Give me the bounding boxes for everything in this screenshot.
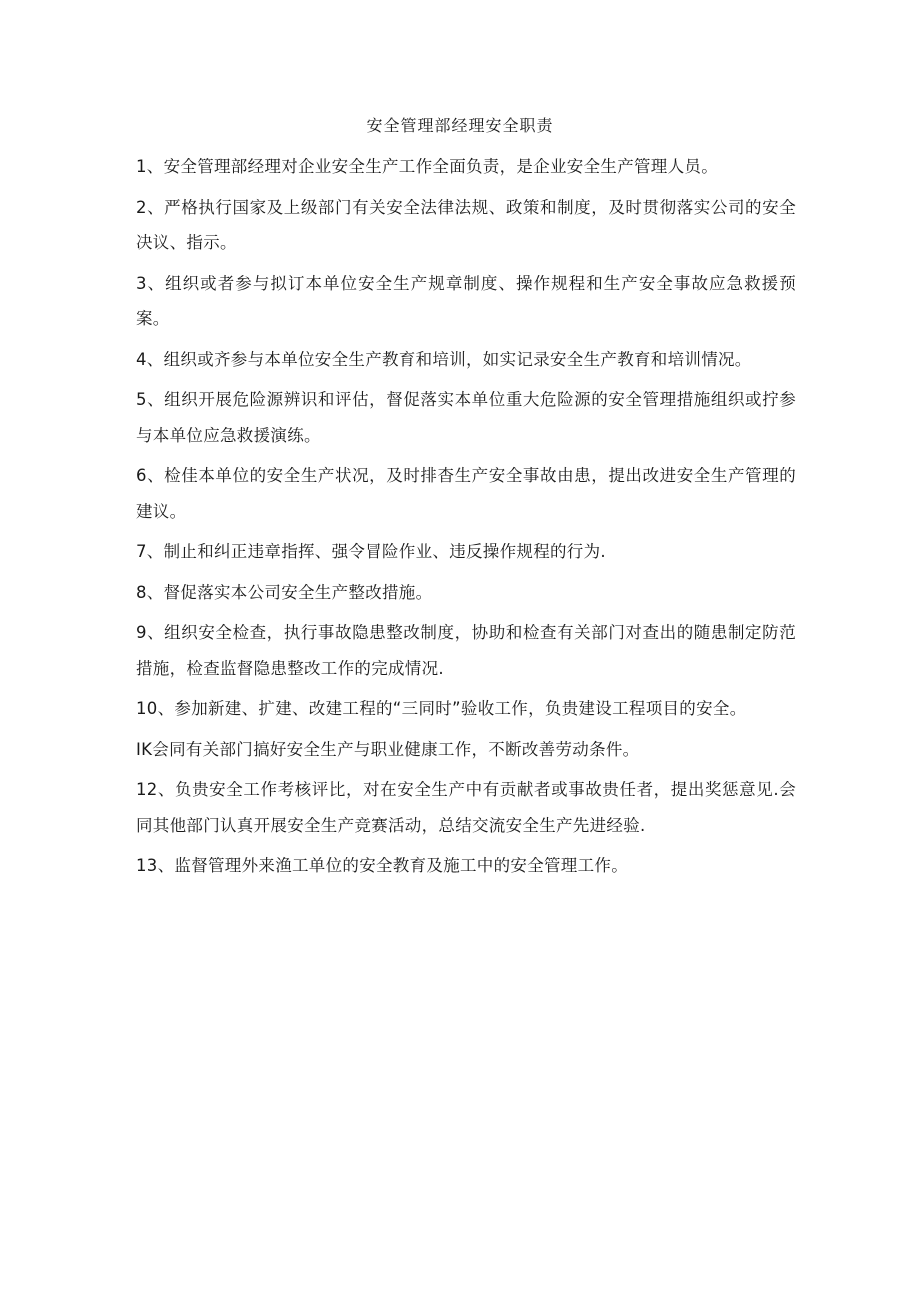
duty-item-12: 12、负贵安全工作考核评比，对在安全生产中有贡献者或事故贵任者，提出奖惩意见.会同其他部门认真开展安全生产竞赛活动，总结交流安全生产先进经验. [136,780,796,835]
document-title: 安全管理部经理安全职责 [366,116,554,135]
duty-list [136,149,796,889]
duty-item-5: 5、组织开展危险源辨识和评估，督促落实本单位重大危险源的安全管理措施组织或拧参与本单位应急救援演练。 [136,390,796,445]
duty-item-10: 10、参加新建、扩建、改建工程的“三同时”验收工作，负贵建设工程项目的安全。 [136,699,747,718]
duty-item-4: 4、组织或齐参与本单位安全生产教育和培训，如实记录安全生产教育和培训情况。 [136,349,752,369]
duty-item-7: 7、制止和纠正违章指挥、强令冒险作业、违反操作规程的行为. [136,542,606,561]
duty-item-13: 13、监督管理外来渔工单位的安全教育及施工中的安全管理工作。 [136,856,628,875]
duty-item-9: 9、组织安全检查，执行事故隐患整改制度，协助和检查有关部门对查出的随患制定防范措施，检查监督隐患整改工作的完成情况. [136,623,796,678]
duty-item-1: 1、安全管理部经理对企业安全生产工作全面负责，是企业安全生产管理人员。 [136,157,718,176]
duty-item-3: 3、组织或者参与拟订本单位安全生产规章制度、操作规程和生产安全事故应急救援预案。 [136,273,796,328]
duty-item-11: IK会同有关部门搞好安全生产与职业健康工作，不断改善劳动条件。 [136,739,640,759]
duty-item-2: 2、严格执行国家及上级部门有关安全法律法规、政策和制度，及时贯彻落实公司的安全决议、指示。 [136,197,796,252]
duty-item-6: 6、检佳本单位的安全生产状况，及时排杳生产安全事故由患，提出改进安全生产管理的建议。 [136,466,796,521]
duty-item-8: 8、督促落实本公司安全生产整改措施。 [136,582,433,602]
